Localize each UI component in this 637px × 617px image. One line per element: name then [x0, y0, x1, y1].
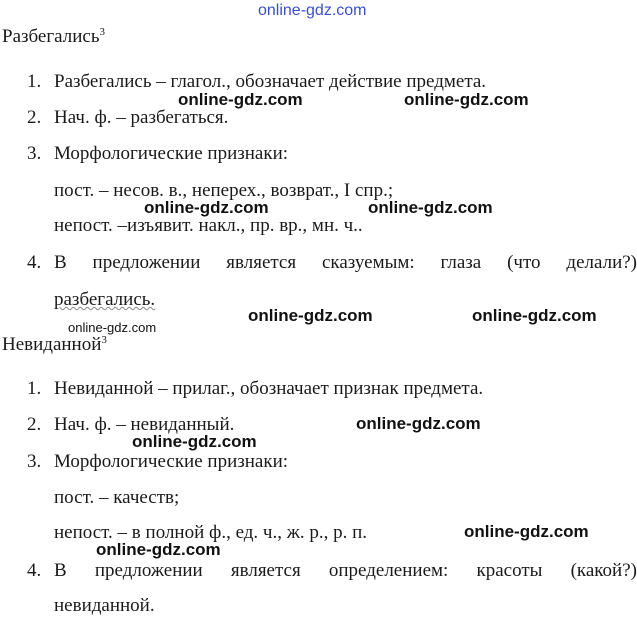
watermark: online-gdz.com: [144, 198, 269, 217]
list-item: Морфологические признаки:: [54, 451, 289, 472]
watermark: online-gdz.com: [368, 198, 493, 217]
watermark: online-gdz.com: [404, 90, 529, 109]
list-item: В предложении является определением: красоты (какой?): [54, 560, 637, 581]
watermark: online-gdz.com: [472, 306, 597, 325]
section-heading: [2, 26, 105, 48]
list-number: 2.: [27, 414, 42, 435]
list-item: Нач. ф. – невиданный.: [54, 414, 235, 435]
list-item: Разбегались – глагол., обозначает действие предмета.: [54, 71, 487, 92]
watermark: online-gdz.com: [68, 320, 157, 335]
sub-item: непост. – в полной ф., ед. ч., ж. р., р. п.: [54, 522, 368, 543]
watermark-top: online-gdz.com: [258, 2, 367, 19]
watermark: online-gdz.com: [178, 90, 303, 109]
sub-item: пост. – качеств;: [54, 487, 180, 508]
list-item: Морфологические признаки:: [54, 143, 289, 164]
watermark: online-gdz.com: [96, 540, 221, 559]
watermark: online-gdz.com: [464, 522, 589, 541]
watermark: online-gdz.com: [356, 414, 481, 433]
list-item: Нач. ф. – разбегаться.: [54, 107, 229, 128]
list-item: Невиданной – прилаг., обозначает признак предмета.: [54, 378, 484, 399]
watermark: online-gdz.com: [132, 432, 257, 451]
heading-text: Невиданной: [2, 334, 102, 355]
list-item-continuation: невиданной.: [54, 595, 155, 616]
list-item: В предложении является сказуемым: глаза (что делали?): [54, 252, 637, 273]
sub-item: пост. – несов. в., неперех., возврат., I спр.;: [54, 180, 394, 201]
list-number: 1.: [27, 378, 42, 399]
list-number: 4.: [27, 252, 42, 273]
list-number: 3.: [27, 143, 42, 164]
list-number: 2.: [27, 107, 42, 128]
list-number: 3.: [27, 451, 42, 472]
list-item-continuation: разбегались.: [54, 289, 156, 310]
sub-item: непост. –изъявит. накл., пр. вр., мн. ч..: [54, 215, 363, 236]
list-number: 4.: [27, 560, 42, 581]
heading-superscript: 3: [99, 26, 105, 38]
heading-superscript: 3: [101, 334, 107, 346]
heading-text: Разбегались: [2, 26, 100, 47]
list-number: 1.: [27, 71, 42, 92]
watermark: online-gdz.com: [248, 306, 373, 325]
